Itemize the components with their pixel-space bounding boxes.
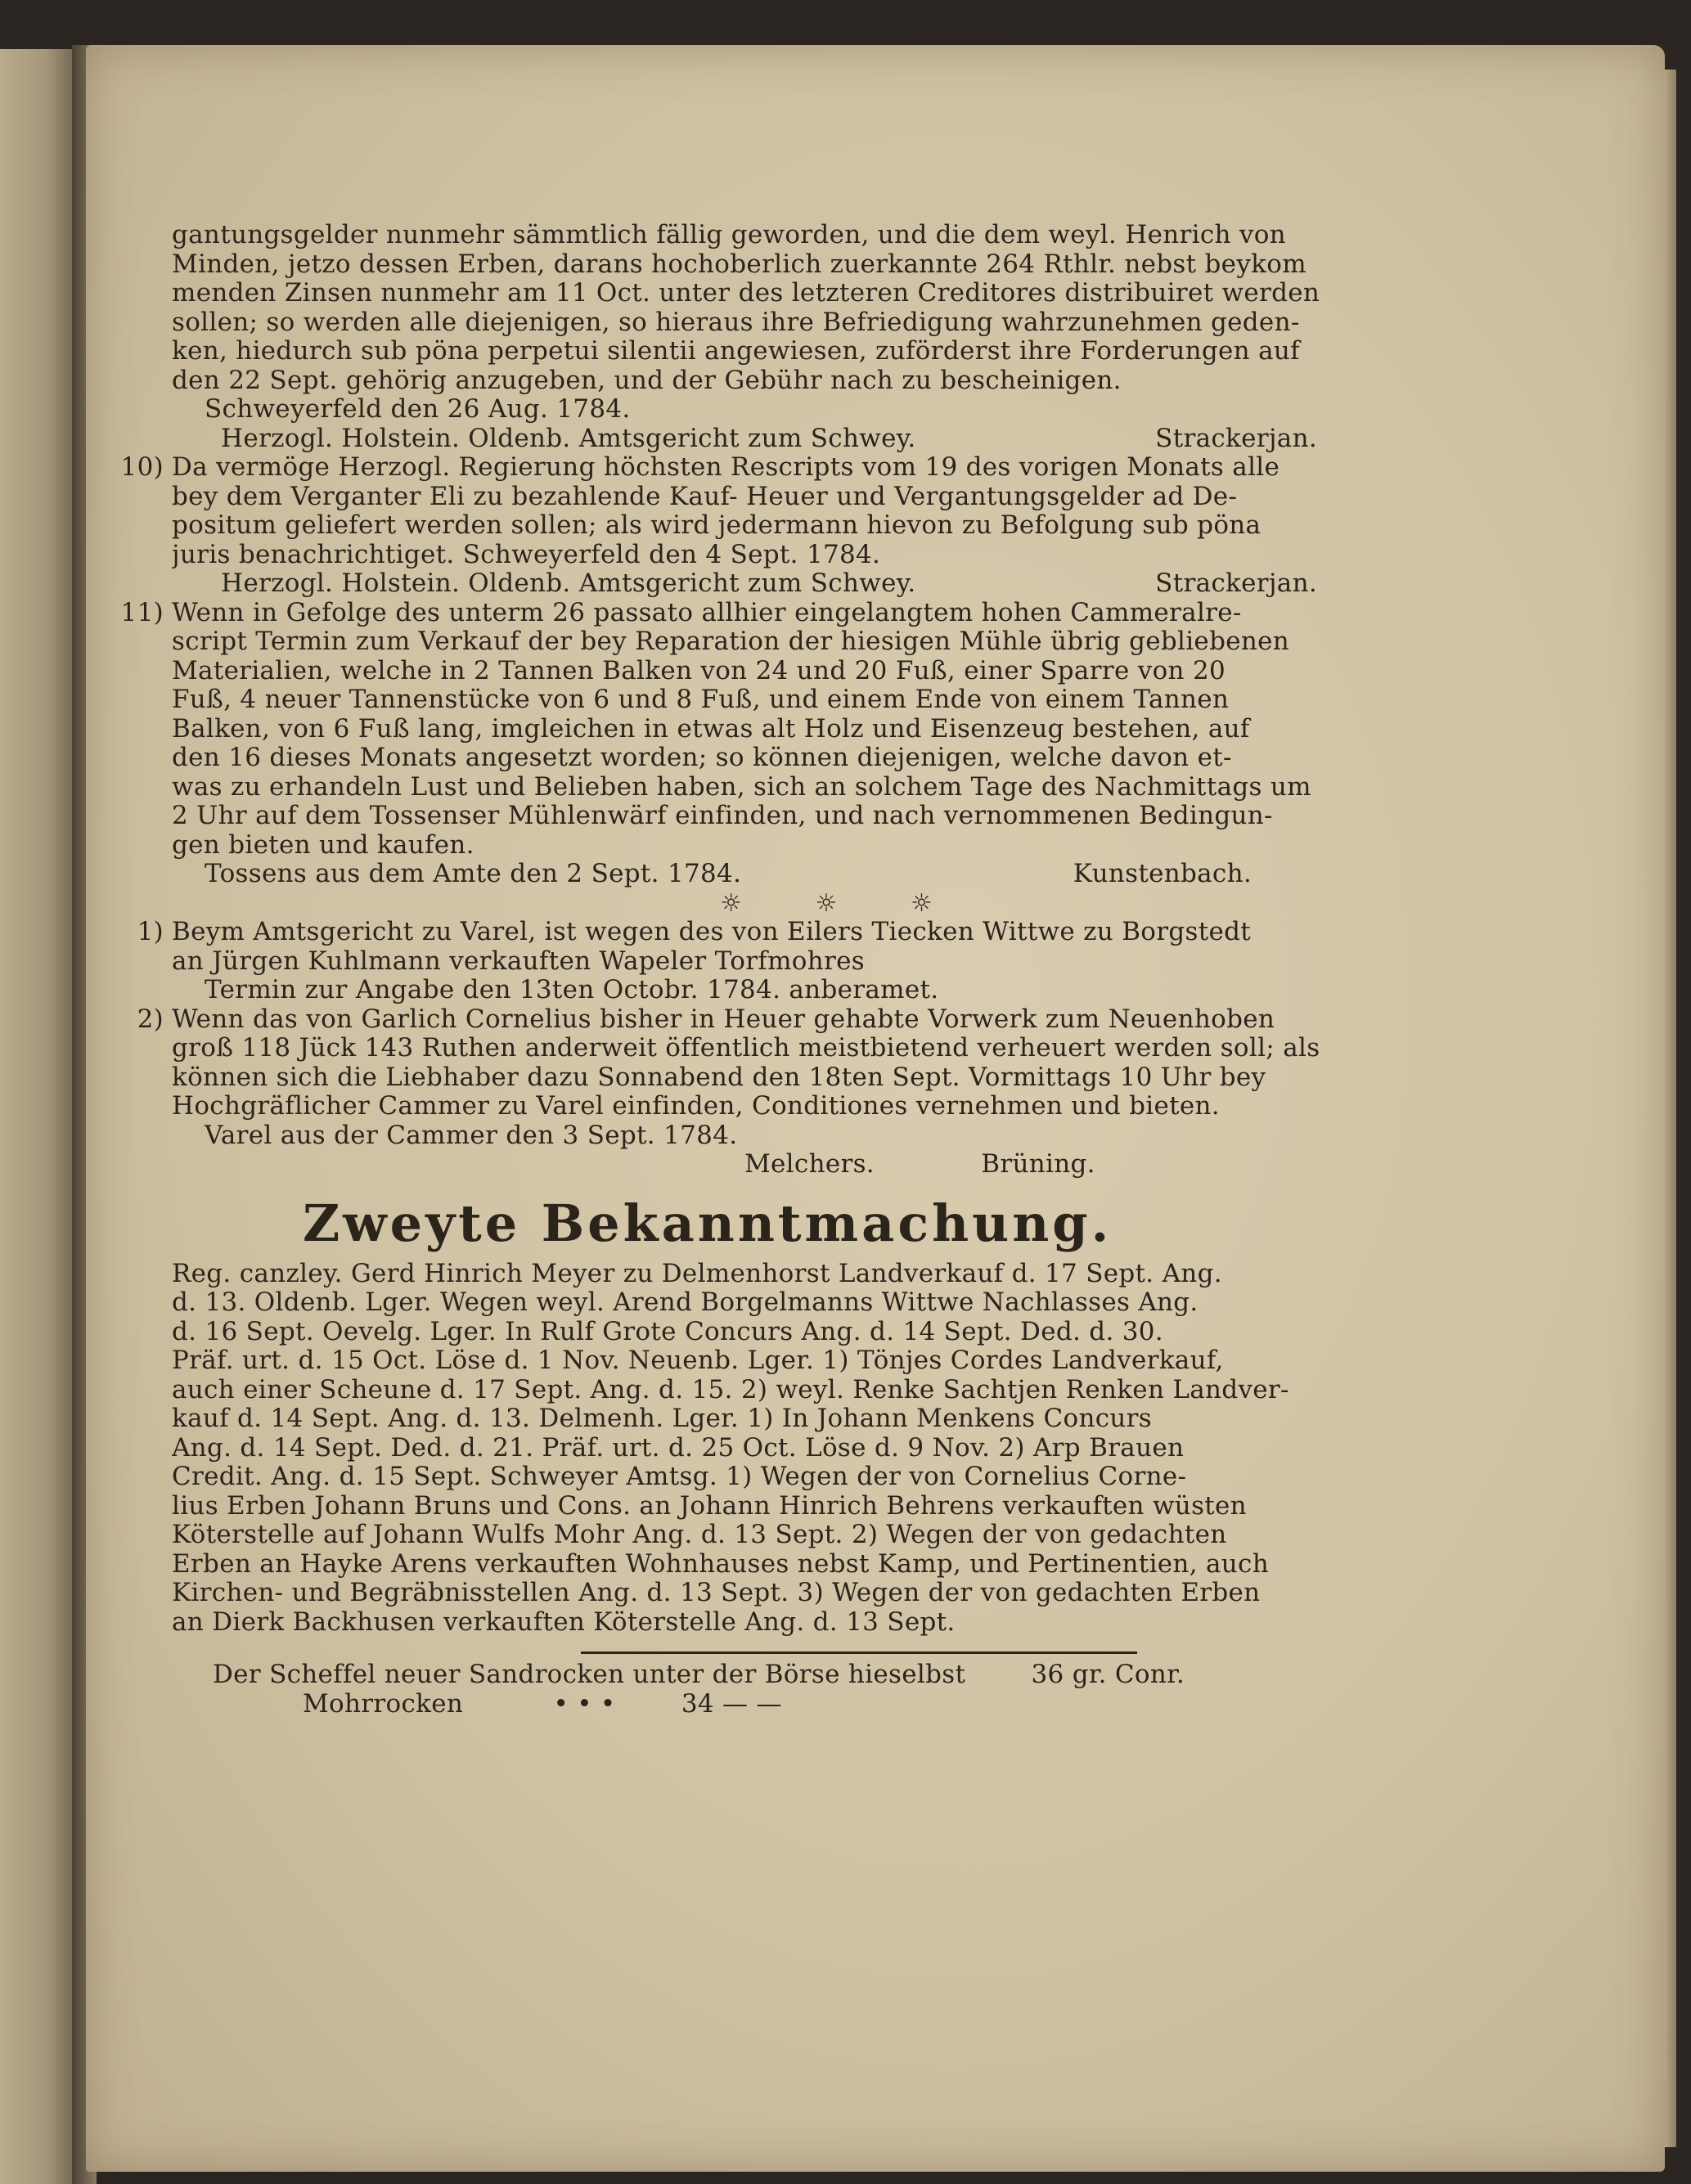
text-line: Köterstelle auf Johann Wulfs Mohr Ang. d. 13 Sept. 2) Wegen der von gedachten (172, 1521, 1227, 1549)
text-line: können sich die Liebhaber dazu Sonnabend den 18ten Sept. Vormittags 10 Uhr bey (172, 1063, 1266, 1092)
signature: Kunstenbach. (1073, 860, 1252, 888)
text-line: Ang. d. 14 Sept. Ded. d. 21. Präf. urt. d. 25 Oct. Löse d. 9 Nov. 2) Arp Brauen (172, 1433, 1185, 1463)
text-line: Reg. canzley. Gerd Hinrich Meyer zu Delmenhorst Landverkauf d. 17 Sept. Ang. (172, 1259, 1222, 1288)
price-label: Mohrrocken (303, 1689, 464, 1719)
signature: Melchers. (744, 1150, 875, 1179)
text-line: lius Erben Johann Bruns und Cons. an Johann Hinrich Behrens verkauften wüsten (172, 1491, 1247, 1521)
text-line: Wenn in Gefolge des unterm 26 passato allhier eingelangtem hohen Cammeralre- (172, 598, 1242, 627)
signature: Strackerjan. (1155, 569, 1317, 598)
item-number: 11) (120, 597, 164, 627)
text-line: bey dem Verganter Eli zu bezahlende Kauf- Heuer und Vergantungsgelder ad De- (172, 482, 1238, 511)
text-line: den 22 Sept. gehörig anzugeben, und der Gebühr nach zu bescheinigen. (172, 366, 1122, 395)
authority-line (172, 425, 1415, 454)
authority: Herzogl. Holstein. Oldenb. Amtsgericht zum Schwey. (221, 424, 916, 453)
text-line: kauf d. 14 Sept. Ang. d. 13. Delmenh. Lger. 1) In Johann Menkens Concurs (172, 1404, 1152, 1433)
text-line: Da vermöge Herzogl. Regierung höchsten Rescripts vom 19 des vorigen Monats alle (172, 453, 1280, 482)
text-line: script Termin zum Verkauf der bey Reparation der hiesigen Mühle übrig gebliebenen (172, 627, 1290, 656)
separator-rule (581, 1651, 1137, 1654)
item-number: 1) (137, 917, 164, 946)
price-value: 36 gr. Conr. (1031, 1660, 1185, 1689)
signature: Brüning. (981, 1150, 1095, 1179)
signatures-line (172, 1150, 1415, 1180)
price-line-mohrrocken (172, 1690, 1415, 1719)
paragraph-1 (172, 221, 1415, 395)
varel-notice-2 (137, 1004, 1415, 1121)
text-line: menden Zinsen nunmehr am 11 Oct. unter des letzteren Creditores distribuiret werden (172, 279, 1320, 308)
text-line: Credit. Ang. d. 15 Sept. Schweyer Amtsg. 1) Wegen der von Cornelius Corne- (172, 1463, 1187, 1491)
text-line: Beym Amtsgericht zu Varel, ist wegen des von Eilers Tiecken Wittwe zu Borgstedt (172, 918, 1252, 946)
text-line: auch einer Scheune d. 17 Sept. Ang. d. 15. 2) weyl. Renke Sachtjen Renken Landver- (172, 1375, 1289, 1404)
authority-line (172, 569, 1415, 599)
place-date: Tossens aus dem Amte den 2 Sept. 1784. (205, 860, 742, 888)
text-line: Minden, jetzo dessen Erben, darans hochoberlich zuerkannte 264 Rthlr. nebst beykom (172, 249, 1306, 279)
text-line: Präf. urt. d. 15 Oct. Löse d. 1 Nov. Neuenb. Lger. 1) Tönjes Cordes Landverkauf, (172, 1346, 1224, 1375)
signature: Strackerjan. (1155, 424, 1317, 453)
text-line: ken, hiedurch sub pöna perpetui silentii angewiesen, zuförderst ihre Forderungen auf (172, 337, 1300, 366)
text-line: gen bieten und kaufen. (172, 830, 474, 860)
place-signature-line (172, 860, 1415, 889)
text-line: an Dierk Backhusen verkauften Köterstelle Ang. d. 13 Sept. (172, 1607, 956, 1637)
price-leader-dots: • • • (553, 1689, 616, 1719)
notice-item-11 (120, 597, 1415, 861)
section-ornaments: ☼ ☼ ☼ (720, 888, 965, 918)
text-line: Hochgräflicher Cammer zu Varel einfinden, Conditiones vernehmen und bieten. (172, 1092, 1220, 1121)
termin-line: Termin zur Angabe den 13ten Octobr. 1784. anberamet. (205, 976, 939, 1004)
page-fore-edge (1665, 70, 1676, 2147)
facing-page-edge (0, 49, 78, 2184)
text-line: Balken, von 6 Fuß lang, imgleichen in etwas alt Holz und Eisenzeug bestehen, auf (172, 714, 1250, 744)
text-line: sollen; so werden alle diejenigen, so hieraus ihre Befriedigung wahrzunehmen geden- (172, 308, 1300, 337)
text-line: d. 13. Oldenb. Lger. Wegen weyl. Arend Borgelmanns Wittwe Nachlasses Ang. (172, 1288, 1199, 1317)
item-number: 2) (137, 1004, 164, 1034)
authority: Herzogl. Holstein. Oldenb. Amtsgericht zum Schwey. (221, 569, 916, 598)
notice-item-10 (120, 452, 1415, 569)
place-date: Schweyerfeld den 26 Aug. 1784. (205, 395, 631, 424)
text-line: d. 16 Sept. Oevelg. Lger. In Rulf Grote Concurs Ang. d. 14 Sept. Ded. d. 30. (172, 1317, 1163, 1346)
text-line: Fuß, 4 neuer Tannenstücke von 6 und 8 Fuß, und einem Ende von einem Tannen (172, 685, 1230, 714)
text-line: was zu erhandeln Lust und Belieben haben, sich an solchem Tage des Nachmittags um (172, 772, 1311, 802)
price-value: 34 — — (681, 1689, 782, 1719)
text-line: 2 Uhr auf dem Tossenser Mühlenwärf einfinden, und nach vernommenen Bedingun- (172, 802, 1273, 830)
text-line: groß 118 Jück 143 Ruthen anderweit öffentlich meistbietend verheuert werden soll; als (172, 1034, 1320, 1063)
price-label: Der Scheffel neuer Sandrocken unter der Börse hieselbst (213, 1660, 966, 1689)
text-line: positum geliefert werden sollen; als wird jedermann hievon zu Befolgung sub pöna (172, 511, 1262, 540)
text-line: den 16 dieses Monats angesetzt worden; so können diejenigen, welche davon et- (172, 744, 1232, 772)
section-heading: Zweyte Bekanntmachung. (303, 1193, 1113, 1253)
text-line: an Jürgen Kuhlmann verkauften Wapeler Torfmohres (172, 946, 866, 976)
text-line: Materialien, welche in 2 Tannen Balken von 24 und 20 Fuß, einer Sparre von 20 (172, 656, 1226, 685)
place-date: Varel aus der Cammer den 3 Sept. 1784. (205, 1121, 738, 1150)
text-line: gantungsgelder nunmehr sämmtlich fällig geworden, und die dem weyl. Henrich von (172, 221, 1286, 249)
text-line: Erben an Hayke Arens verkauften Wohnhauses nebst Kamp, und Pertinentien, auch (172, 1549, 1269, 1579)
varel-notice-1 (137, 917, 1415, 1005)
text-line: Wenn das von Garlich Cornelius bisher in Heuer gehabte Vorwerk zum Neuenhoben (172, 1004, 1275, 1034)
price-line-sandrocken (172, 1660, 1415, 1690)
page-text (120, 221, 1415, 1719)
item-number: 10) (120, 452, 164, 482)
second-notices (172, 1260, 1415, 1638)
text-line: juris benachrichtiget. Schweyerfeld den 4 Sept. 1784. (172, 540, 881, 569)
text-line: Kirchen- und Begräbnisstellen Ang. d. 13 Sept. 3) Wegen der von gedachten Erben (172, 1579, 1261, 1607)
